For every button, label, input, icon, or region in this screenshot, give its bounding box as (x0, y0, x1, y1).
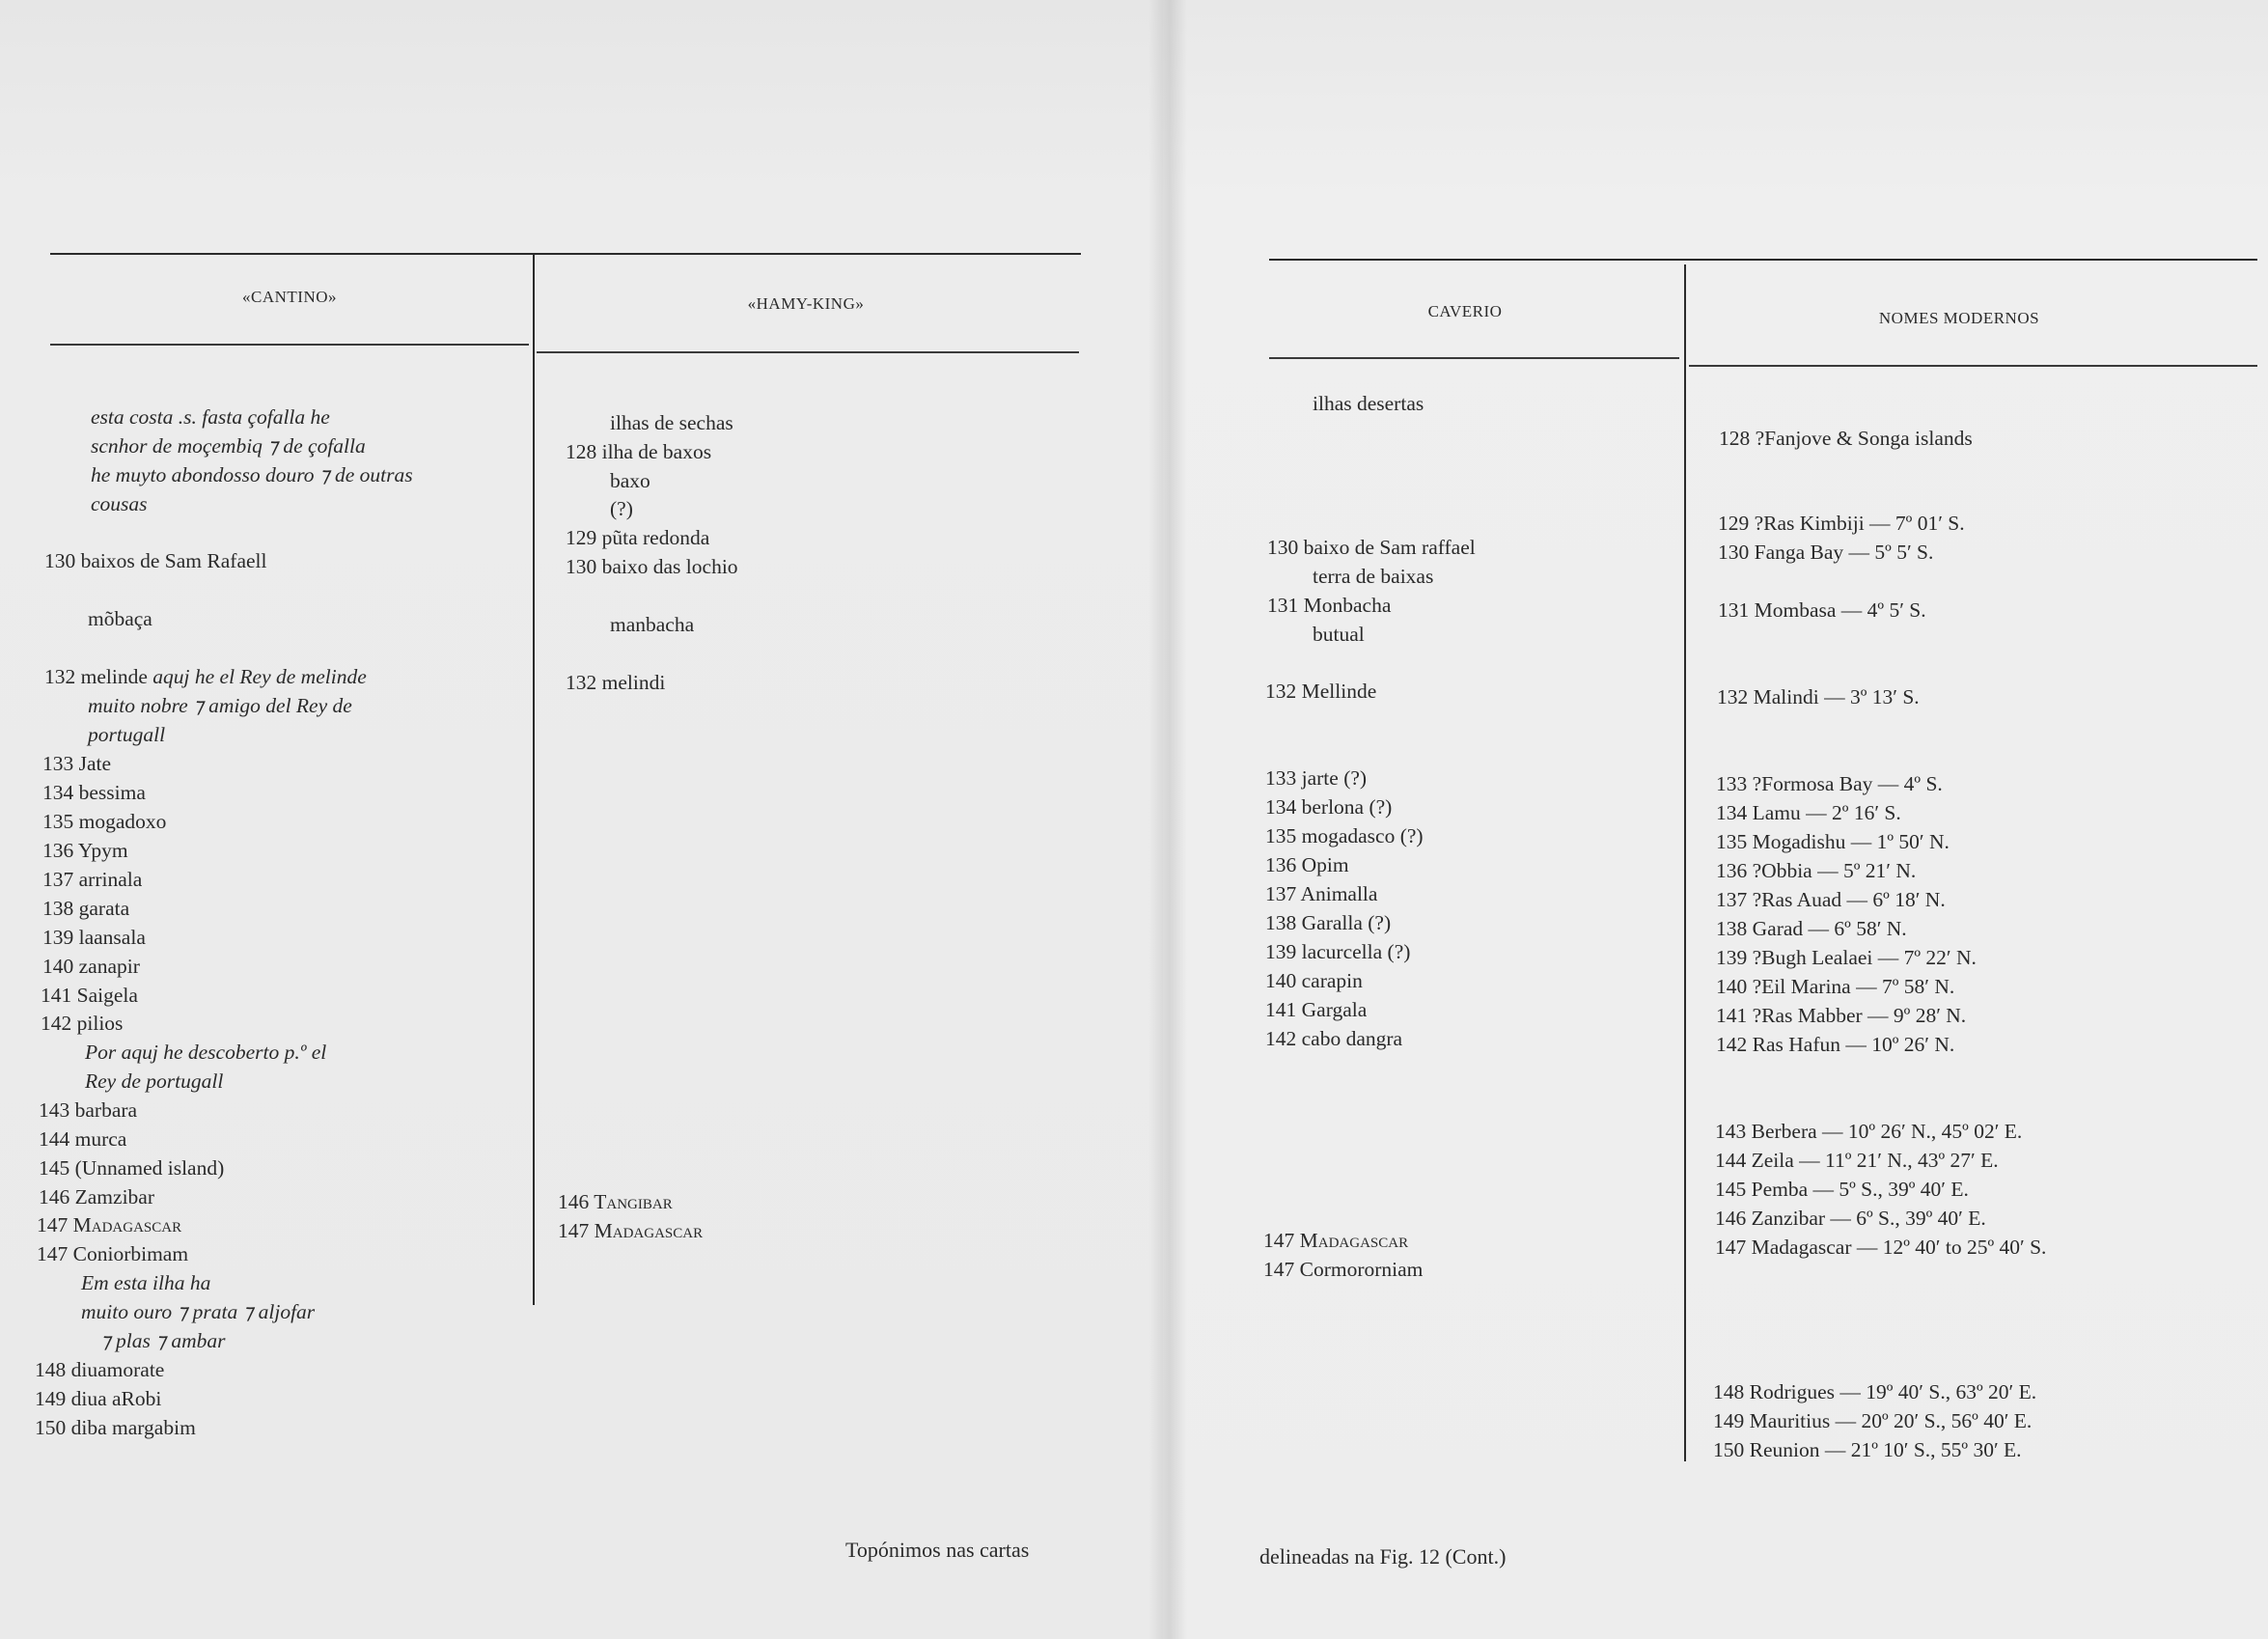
cantino-entry: 135 mogadoxo (42, 810, 167, 833)
hamy-king-entry: 130 baixo das lochio (566, 555, 738, 578)
cantino-entry: mõbaça (88, 607, 152, 630)
caverio-entry: 140 carapin (1265, 969, 1363, 992)
caverio-entry: 142 cabo dangra (1265, 1027, 1403, 1050)
cantino-note-line: portugall (88, 723, 166, 746)
modern-name-entry: 143 Berbera — 10º 26′ N., 45º 02′ E. (1715, 1120, 2023, 1143)
cantino-entry-melinde (44, 662, 367, 691)
caverio-entry: 139 lacurcella (?) (1265, 940, 1411, 963)
modern-name-entry: 135 Mogadishu — 1º 50′ N. (1716, 830, 1950, 853)
header-rule-cantino (50, 344, 529, 346)
caverio-entry: 131 Monbacha (1267, 594, 1392, 617)
column-divider-left (533, 253, 535, 1305)
cantino-entry-name: 132 melinde (44, 665, 148, 688)
cantino-note-line: esta costa .s. fasta çofalla he (91, 405, 330, 429)
cantino-entry: 139 laansala (42, 926, 146, 949)
cantino-entry: 147 Madagascar (37, 1213, 182, 1236)
header-nomes-modernos: NOMES MODERNOS (1878, 309, 2040, 327)
modern-name-entry: 141 ?Ras Mabber — 9º 28′ N. (1716, 1004, 1967, 1027)
modern-name-entry: 134 Lamu — 2º 16′ S. (1716, 801, 1901, 824)
modern-name-entry: 148 Rodrigues — 19º 40′ S., 63º 20′ E. (1713, 1380, 2037, 1403)
caverio-entry: 136 Opim (1265, 853, 1349, 876)
column-divider-right (1684, 264, 1686, 1461)
book-gutter (1148, 0, 1187, 1639)
modern-name-entry: 139 ?Bugh Lealaei — 7º 22′ N. (1716, 946, 1977, 969)
caption-left: Topónimos nas cartas (845, 1538, 1030, 1562)
hamy-king-entry: 128 ilha de baxos (566, 440, 712, 463)
header-rule-nomes (1689, 365, 2257, 367)
modern-name-entry: 133 ?Formosa Bay — 4º S. (1716, 772, 1943, 795)
modern-name-entry: 149 Mauritius — 20º 20′ S., 56º 40′ E. (1713, 1409, 2033, 1432)
header-rule-caverio (1269, 357, 1679, 359)
caverio-entry: ilhas desertas (1313, 392, 1424, 415)
cantino-entry: 130 baixos de Sam Rafaell (44, 549, 267, 572)
cantino-entry: 150 diba margabim (35, 1416, 196, 1439)
header-cantino: «CANTINO» (242, 288, 337, 306)
top-rule-right (1269, 259, 2257, 261)
cantino-entry: 144 murca (39, 1127, 127, 1151)
cantino-entry: 147 Coniorbimam (37, 1242, 189, 1265)
cantino-entry: 146 Zamzibar (39, 1185, 154, 1208)
cantino-entry: 140 zanapir (42, 955, 140, 978)
hamy-king-entry: 129 pũta redonda (566, 526, 710, 549)
header-rule-hamy-king (537, 351, 1079, 353)
cantino-note-line: Por aquj he descoberto p.º el (85, 1041, 327, 1064)
caverio-entry: 130 baixo de Sam raffael (1267, 536, 1476, 559)
cantino-entry: 137 arrinala (42, 868, 143, 891)
caverio-entry: terra de baixas (1313, 565, 1434, 588)
cantino-entry: 134 bessima (42, 781, 146, 804)
caverio-entry: 147 Cormororniam (1263, 1258, 1424, 1281)
hamy-king-entry: 146 Tangibar (558, 1190, 673, 1213)
hamy-king-entry: baxo (610, 469, 650, 492)
caverio-entry: 133 jarte (?) (1265, 766, 1368, 790)
cantino-entry: 136 Ypym (42, 839, 128, 862)
caverio-entry: 138 Garalla (?) (1265, 911, 1392, 934)
cantino-note-line: ⁊ plas ⁊ ambar (100, 1329, 226, 1352)
cantino-note-inline: aquj he el Rey de melinde (152, 665, 367, 688)
caverio-entry: 141 Gargala (1265, 998, 1368, 1021)
cantino-entry: 149 diua aRobi (35, 1387, 162, 1410)
modern-name-entry: 145 Pemba — 5º S., 39º 40′ E. (1715, 1178, 1969, 1201)
cantino-note-line: Em esta ilha ha (81, 1271, 211, 1294)
cantino-entry: 141 Saigela (41, 984, 138, 1007)
cantino-note-line: Rey de portugall (85, 1070, 224, 1093)
modern-name-entry: 144 Zeila — 11º 21′ N., 43º 27′ E. (1715, 1149, 1999, 1172)
modern-name-entry: 137 ?Ras Auad — 6º 18′ N. (1716, 888, 1946, 911)
cantino-note-line: scnhor de moçembiq ⁊ de çofalla (91, 434, 366, 458)
hamy-king-entry: (?) (610, 497, 633, 520)
cantino-entry: 145 (Unnamed island) (39, 1156, 225, 1180)
header-caverio: CAVERIO (1427, 302, 1503, 320)
caption-right: delineadas na Fig. 12 (Cont.) (1259, 1544, 1507, 1569)
cantino-entry: 138 garata (42, 897, 130, 920)
cantino-note-line: muito ouro ⁊ prata ⁊ aljofar (81, 1300, 316, 1323)
modern-name-entry: 129 ?Ras Kimbiji — 7º 01′ S. (1718, 512, 1965, 535)
cantino-entry: 133 Jate (42, 752, 112, 775)
modern-name-entry: 131 Mombasa — 4º 5′ S. (1718, 598, 1926, 622)
modern-name-entry: 132 Malindi — 3º 13′ S. (1717, 685, 1920, 708)
modern-name-entry: 136 ?Obbia — 5º 21′ N. (1716, 859, 1917, 882)
caverio-entry: 134 berlona (?) (1265, 795, 1393, 819)
hamy-king-entry: ilhas de sechas (610, 411, 733, 434)
modern-name-entry: 128 ?Fanjove & Songa islands (1719, 427, 1973, 450)
top-rule-left (50, 253, 1081, 255)
cantino-entry: 142 pilios (41, 1012, 124, 1035)
modern-name-entry: 146 Zanzibar — 6º S., 39º 40′ E. (1715, 1207, 1986, 1230)
cantino-note-line: muito nobre ⁊ amigo del Rey de (88, 694, 352, 717)
cantino-note-line: cousas (91, 492, 148, 515)
hamy-king-entry: 147 Madagascar (558, 1219, 704, 1242)
hamy-king-entry: 132 melindi (566, 671, 666, 694)
header-hamy-king: «HAMY-KING» (747, 294, 865, 313)
caverio-entry: butual (1313, 623, 1365, 646)
caverio-entry: 132 Mellinde (1265, 680, 1377, 703)
modern-name-entry: 147 Madagascar — 12º 40′ to 25º 40′ S. (1715, 1236, 2047, 1259)
caverio-entry: 135 mogadasco (?) (1265, 824, 1424, 847)
caverio-entry: 147 Madagascar (1263, 1229, 1409, 1252)
cantino-entry: 143 barbara (39, 1098, 138, 1122)
cantino-note-line: he muyto abondosso douro ⁊ de outras (91, 463, 413, 486)
modern-name-entry: 150 Reunion — 21º 10′ S., 55º 30′ E. (1713, 1438, 2022, 1461)
modern-name-entry: 140 ?Eil Marina — 7º 58′ N. (1716, 975, 1955, 998)
cantino-entry: 148 diuamorate (35, 1358, 165, 1381)
modern-name-entry: 130 Fanga Bay — 5º 5′ S. (1718, 541, 1934, 564)
modern-name-entry: 142 Ras Hafun — 10º 26′ N. (1716, 1033, 1955, 1056)
hamy-king-entry: manbacha (610, 613, 695, 636)
caverio-entry: 137 Animalla (1265, 882, 1378, 905)
modern-name-entry: 138 Garad — 6º 58′ N. (1716, 917, 1907, 940)
